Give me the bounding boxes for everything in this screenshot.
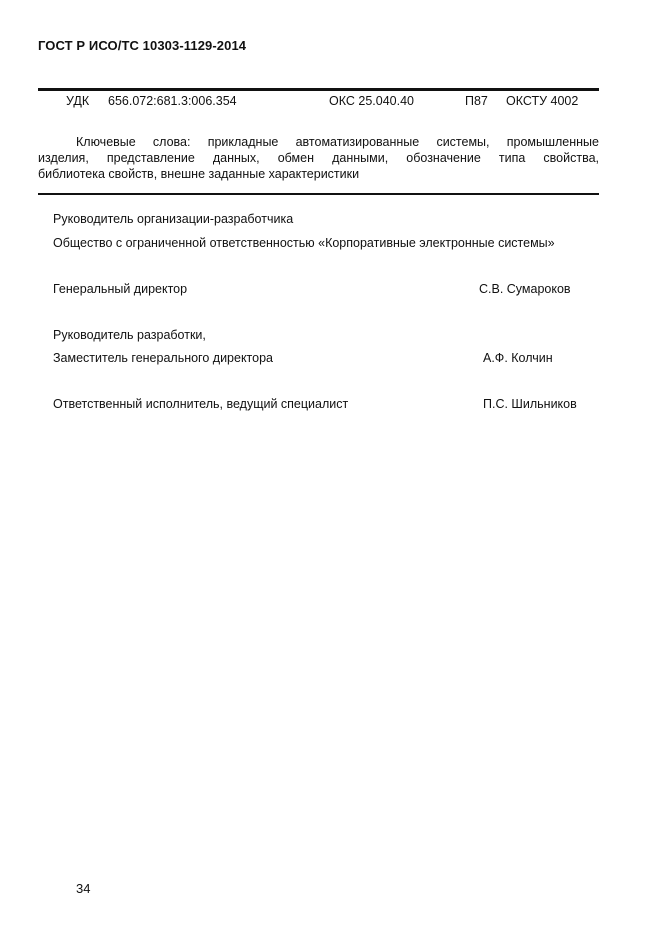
keywords-line: библиотека свойств, внешне заданные характеристики <box>38 167 360 181</box>
director-name: С.В. Сумароков <box>479 282 571 296</box>
deputy-position: Заместитель генерального директора <box>53 351 274 365</box>
executor-name: П.С. Шильников <box>483 397 577 411</box>
page-number: 34 <box>76 881 91 896</box>
udk-label: УДК <box>66 94 90 108</box>
executor-position: Ответственный исполнитель, ведущий специалист <box>53 397 349 411</box>
udk-value: 656.072:681.3:006.354 <box>108 94 237 108</box>
org-head-title: Руководитель организации-разработчика <box>53 212 294 226</box>
org-name: Общество с ограниченной ответственностью «Корпоративные электронные системы» <box>53 236 555 250</box>
p-code: П87 <box>465 94 488 108</box>
bottom-divider <box>38 193 599 195</box>
okstu-code: ОКСТУ 4002 <box>506 94 579 108</box>
top-divider <box>38 88 599 91</box>
standard-code-header: ГОСТ Р ИСО/ТС 10303-1129-2014 <box>38 38 247 53</box>
director-position: Генеральный директор <box>53 282 188 296</box>
oks-code: ОКС 25.040.40 <box>329 94 414 108</box>
dev-head-title: Руководитель разработки, <box>53 328 206 342</box>
keywords-line: Ключевые слова: прикладные автоматизированные системы, промышленные <box>76 135 599 149</box>
deputy-name: А.Ф. Колчин <box>483 351 553 365</box>
keywords-line: изделия, представление данных, обмен данными, обозначение типа свойства, <box>38 151 599 165</box>
keywords-paragraph <box>38 134 599 182</box>
